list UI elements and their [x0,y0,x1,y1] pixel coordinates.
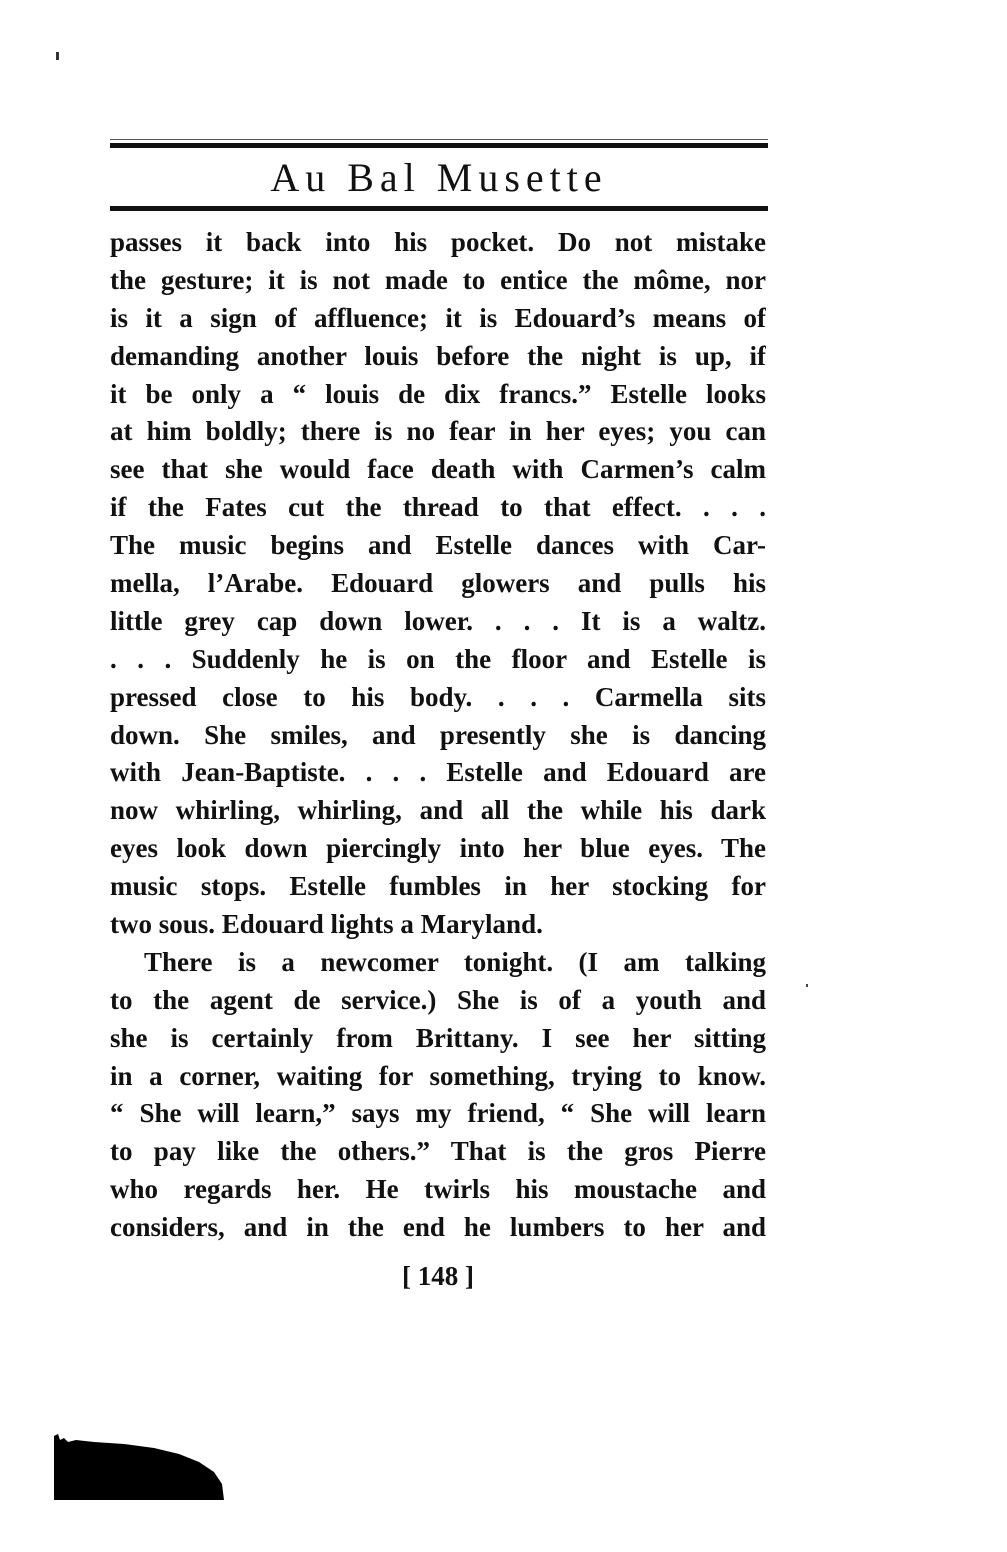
body-text [110,224,766,1247]
text-line: considers, and in the end he lumbers to her and [110,1212,766,1243]
text-line: eyes look down piercingly into her blue eyes. The [110,833,766,864]
header-rule-thin [110,139,768,140]
text-line: “ She will learn,” says my friend, “ She will learn [110,1098,766,1129]
text-line: in a corner, waiting for something, trying to know. [110,1060,766,1091]
running-head: Au Bal Musette [270,155,608,200]
text-line: pressed close to his body. . . . Carmella sits [110,681,766,712]
text-line: who regards her. He twirls his moustache and [110,1174,766,1205]
text-line: little grey cap down lower. . . . It is a waltz. [110,605,766,636]
text-line: it be only a “ louis de dix francs.” Estelle looks [110,378,766,409]
text-line: demanding another louis before the night is up, if [110,340,766,371]
text-line: passes it back into his pocket. Do not mistake [110,227,766,257]
text-line: at him boldly; there is no fear in her eyes; you can [110,416,766,447]
text-line: see that she would face death with Carmen’s calm [110,454,766,485]
page-number: [ 148 ] [402,1261,474,1291]
text-line: There is a newcomer tonight. (I am talking [144,946,766,977]
text-line: the gesture; it is not made to entice the môme, nor [110,264,766,295]
corner-speck [56,52,59,60]
text-line: she is certainly from Brittany. I see her sitting [110,1022,766,1053]
text-line: down. She smiles, and presently she is dancing [110,719,766,750]
text-line: . . . Suddenly he is on the floor and Estelle is [110,643,766,674]
scan-blot [54,1428,224,1500]
text-line: with Jean-Baptiste. . . . Estelle and Edouard are [110,757,766,788]
margin-speck [806,984,808,987]
text-line: now whirling, whirling, and all the while his dark [110,795,766,826]
header-rule-bottom [110,206,768,211]
text-line: two sous. Edouard lights a Maryland. [110,909,543,940]
text-line: music stops. Estelle fumbles in her stocking for [110,871,766,902]
text-line: mella, l’Arabe. Edouard glowers and pulls his [110,568,766,599]
text-line: if the Fates cut the thread to that effect. . . . [110,492,766,523]
header-rule-top [110,143,768,148]
text-line: to pay like the others.” That is the gros Pierre [110,1136,766,1167]
text-line: The music begins and Estelle dances with Car- [110,530,766,561]
text-line: to the agent de service.) She is of a youth and [110,984,766,1015]
text-line: is it a sign of affluence; it is Edouard’s means of [110,302,766,333]
